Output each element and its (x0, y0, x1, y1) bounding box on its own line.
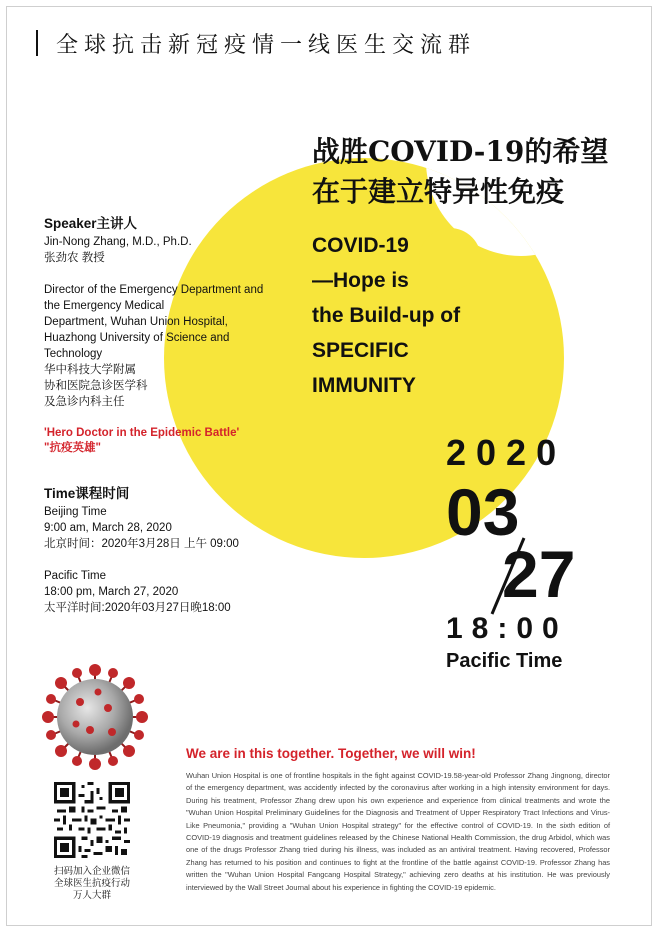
date-timezone: Pacific Time (446, 650, 563, 672)
date-month: 03 (446, 475, 520, 549)
chinese-title-line1: 战胜COVID-19的希望 (312, 135, 609, 168)
affiliation-line: Huazhong University of Science and (44, 332, 230, 344)
affiliation-zh-line: 及急诊内科主任 (44, 396, 125, 408)
honor-en: 'Hero Doctor in the Epidemic Battle' (44, 427, 240, 439)
english-title-line: COVID-19 (312, 234, 409, 257)
date-time: 18:00 (446, 612, 568, 645)
english-title-line: SPECIFIC (312, 339, 409, 362)
affiliation-zh-line: 华中科技大学附属 (44, 364, 136, 376)
pacific-time-en: 18:00 pm, March 27, 2020 (44, 586, 179, 598)
group-title: 全球抗击新冠疫情一线医生交流群 (56, 33, 477, 58)
affiliation-line: the Emergency Medical (44, 300, 165, 312)
coronavirus-icon (40, 662, 150, 772)
affiliation-line: Department, Wuhan Union Hospital, (44, 316, 228, 328)
header-bar (36, 30, 38, 56)
qr-caption (34, 866, 150, 902)
speaker-info (44, 212, 294, 616)
pacific-label: Pacific Time (44, 570, 106, 582)
speaker-name-zh: 张劲农 教授 (44, 252, 105, 264)
affiliation-line: Director of the Emergency Department and (44, 284, 264, 296)
qr-code-icon (54, 782, 130, 858)
english-title-line: IMMUNITY (312, 374, 416, 397)
qr-caption-line: 全球医生抗疫行动 (53, 878, 130, 889)
qr-caption-line: 万人大群 (72, 890, 111, 901)
qr-caption-line: 扫码加入企业微信 (53, 866, 130, 877)
chinese-title-line2: 在于建立特异性免疫 (312, 175, 565, 208)
date-year: 2020 (446, 432, 567, 473)
affiliation-line: Technology (44, 348, 103, 360)
time-heading: Time课程时间 (44, 486, 130, 501)
body-paragraph: Wuhan Union Hospital is one of frontline hospitals in the fight against COVID-19.58-year-old Professor Zhang Jingnong, director of the emergency department, was accidently infected by the coronavirus after working in a high intensity environment for days. During his treatment, Professor Zhang drew upon his own experience and experience from clinical treatments and wrote the "Wuhan Union Hospital Preliminary Guidelines for the Diagnosis and Treatment of Upper Respiratory Tract Infections and Virus-Like Pneumonia," providing a "Wuhan Union Hospital strategy" for the effective control of COVID-19. In the sixth edition of COVID-19 diagnosis and treatment guidelines released by the Chinese National Health Commission, the drug Arbidol, which was one of the drugs Professor Zhang tried during his illness, was included as an antiviral treatment. Having recovered, Professor Zhang has returned to his position and continues to fight at the frontline of the battle against COVID-19. Professor Zhang has written the "Wuhan Union Hospital Fangcang Hospital Strategy," achieving zero deaths at his institution. He was previously interviewed by the Wall Street Journal about his experience in fighting the COVID-19 epidemic. (186, 771, 610, 892)
chinese-title (312, 132, 608, 212)
beijing-time-zh: 北京时间：2020年3月28日 上午 09:00 (44, 538, 239, 550)
date-day: 27 (502, 537, 576, 611)
english-title-line: the Build-up of (312, 304, 461, 327)
honor-zh: "抗疫英雄" (44, 442, 101, 454)
english-title (312, 228, 460, 403)
pacific-time-zh: 太平洋时间:2020年03月27日晚18:00 (44, 602, 231, 614)
beijing-time-en: 9:00 am, March 28, 2020 (44, 522, 172, 534)
beijing-label: Beijing Time (44, 506, 107, 518)
speaker-name-en: Jin-Nong Zhang, M.D., Ph.D. (44, 236, 192, 248)
slogan: We are in this together. Together, we will win! (186, 746, 476, 761)
affiliation-zh-line: 协和医院急诊医学科 (44, 380, 148, 392)
speaker-heading: Speaker主讲人 (44, 216, 138, 231)
english-title-line: —Hope is (312, 269, 409, 292)
